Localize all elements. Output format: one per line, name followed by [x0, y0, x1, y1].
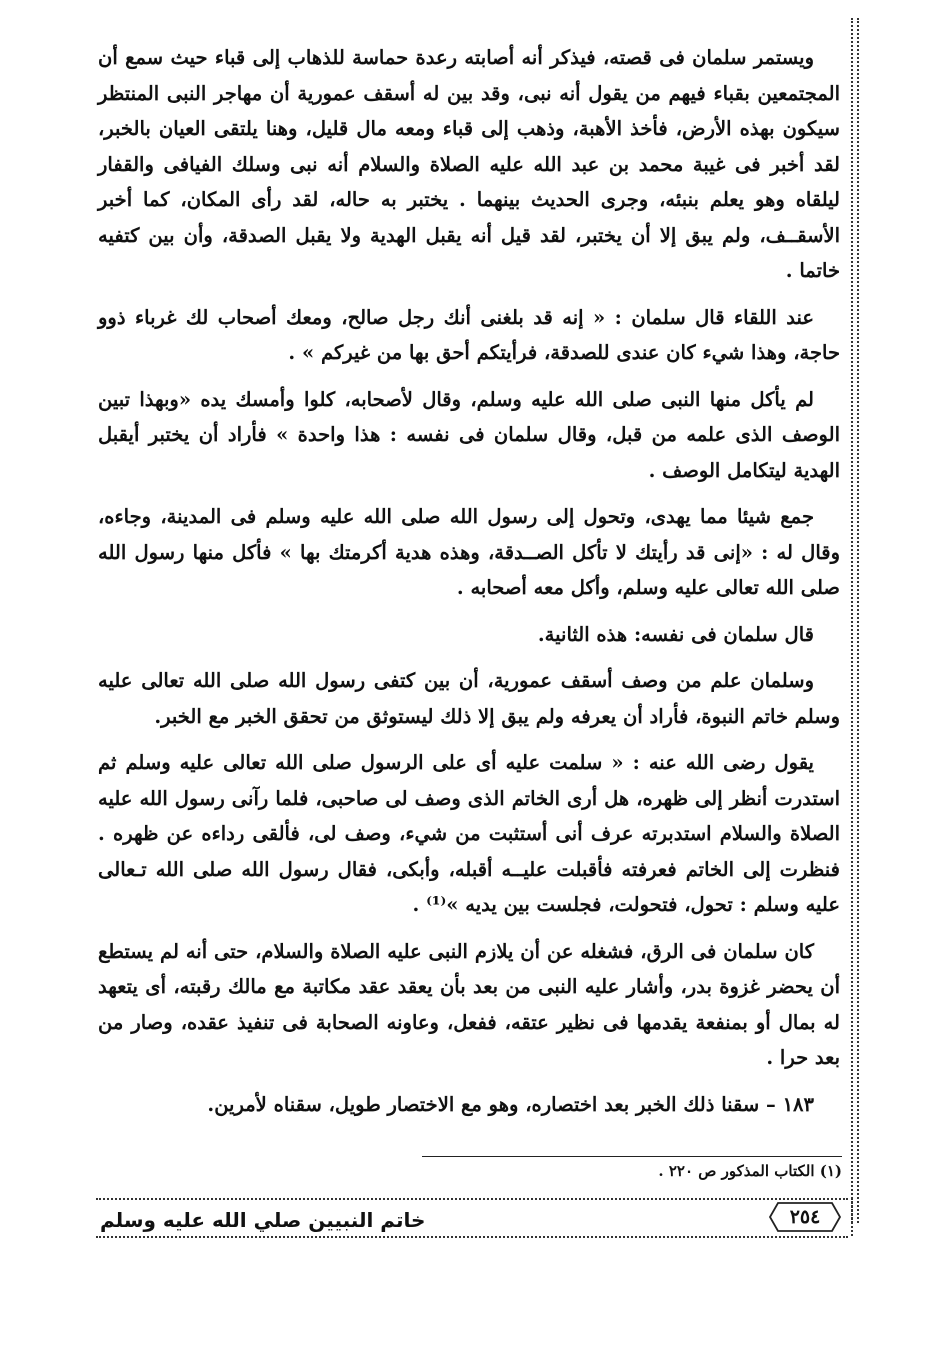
side-decorative-border — [851, 18, 859, 1223]
paragraph-2: عند اللقاء قال سلمان : « إنه قد بلغنى أنك رجل صالح، ومعك أصحاب لك غرباء ذوو حاجة، وهذا شيء كان عندى للصدقة، فرأيتكم أحق بها من غيركم » . — [98, 305, 840, 364]
footnote-divider — [422, 1156, 842, 1157]
paragraph-7: يقول رضى الله عنه : « سلمت عليه أى على الرسول صلى الله تعالى عليه وسلم ثم استدرت أنظر إلى ظهره، هل أرى الخاتم الذى وصف لى صاحبى، فلما رآنى رسول الله عليه الصلاة والسلام استدبرته عرف أنى أستثبت من شيء، وصف لى، فألقى رداءه عن ظهره . فنظرت إلى الخاتم فعرفته فأقبلت عليــه أقبله، وأبكى، فقال رسول الله صلى الله تـعالى عليه وسلم : تحول، فتحولت، فجلست بين يديه »⁽¹⁾ . — [98, 751, 840, 916]
paragraph-4: جمع شيئا مما يهدى، وتحول إلى رسول الله صلى الله عليه وسلم فى المدينة، وجاءه، وقال له : «إنى قد رأيتك لا تأكل الصــدقة، وهذه هدية أكرمتك بها » فأكل منها رسول الله صلى الله تعالى عليه وسلم، وأكل معه أصحابه . — [98, 505, 840, 599]
paragraph-5: قال سلمان فى نفسه: هذه الثانية. — [537, 622, 814, 646]
footer-dotted-rule-bottom — [96, 1236, 848, 1238]
running-footer-title: خاتم النبيين صلي الله عليه وسلم — [100, 1208, 426, 1232]
paragraph-9: ١٨٣ – سقنا ذلك الخبر بعد اختصاره، وهو مع الاختصار طويل، سقناه لأمرين. — [207, 1092, 814, 1116]
main-text — [98, 40, 840, 1133]
paragraph-6: وسلمان علم من وصف أسقف عمورية، أن بين كتفى رسول الله صلى الله تعالى عليه وسلم خاتم النبوة، فأراد أن يعرفه ولم يبق إلا ذلك ليستوثق من تحقق الخبر مع الخبر. — [98, 669, 840, 728]
page-number: ٢٥٤ — [789, 1206, 821, 1228]
paragraph-8: كان سلمان فى الرق، فشغله عن أن يلازم النبى عليه الصلاة والسلام، حتى أنه لم يستطع أن يحضر غزوة بدر، وأشار عليه النبى من بعد بأن يعقد عقد مكاتبة مع مالك رقبته، أى يتعهد له بمال أو بمنفعة يقدمها فى نظير عتقه، ففعل، وعاونه الصحابة فى تنفيذ عقده، وصار من بعد حرا . — [98, 939, 840, 1069]
footer-dotted-rule-top — [96, 1198, 848, 1200]
paragraph-3: لم يأكل منها النبى صلى الله عليه وسلم، وقال لأصحابه، كلوا وأمسك يده «وبهذا تبين الوصف الذى علمه من قبل، وقال سلمان فى نفسه : هذا واحدة » فأراد أن يختبر أيقبل الهدية ليتكامل الوصف . — [98, 387, 840, 482]
footer-corner-border — [845, 1198, 853, 1236]
paragraph-1: ويستمر سلمان فى قصته، فيذكر أنه أصابته رعدة حماسة للذهاب إلى قباء حيث سمع أن المجتمعين بقباء فيهم من يقول أنه نبى، وقد بين له أسقف عمورية أن مهاجر النبى المنتظر سيكون بهذه الأرض، فأخذ الأهبة، وذهب إلى قباء ومعه مال قليل، وهنا يلتقى العيان بالخبر، لقد أخبر فى غيبة محمد بن عبد الله عليه الصلاة والسلام أنه نبى وسلك الفيافى والقفار ليلقاه وهو يعلم بنبئه، وجرى الحديث بينهما . يختبر به حاله، لقد رأى المكان، كما أخبر الأسقــف، ولم يبق إلا أن يختبر، لقد قيل أنه يقبل الهدية ولا يقبل الصدقة، وأن بين كتفيه خاتما . — [98, 46, 840, 282]
page-number-badge — [768, 1201, 842, 1233]
footnote: (١) الكتاب المذكور ص ٢٢٠ . — [658, 1162, 842, 1180]
